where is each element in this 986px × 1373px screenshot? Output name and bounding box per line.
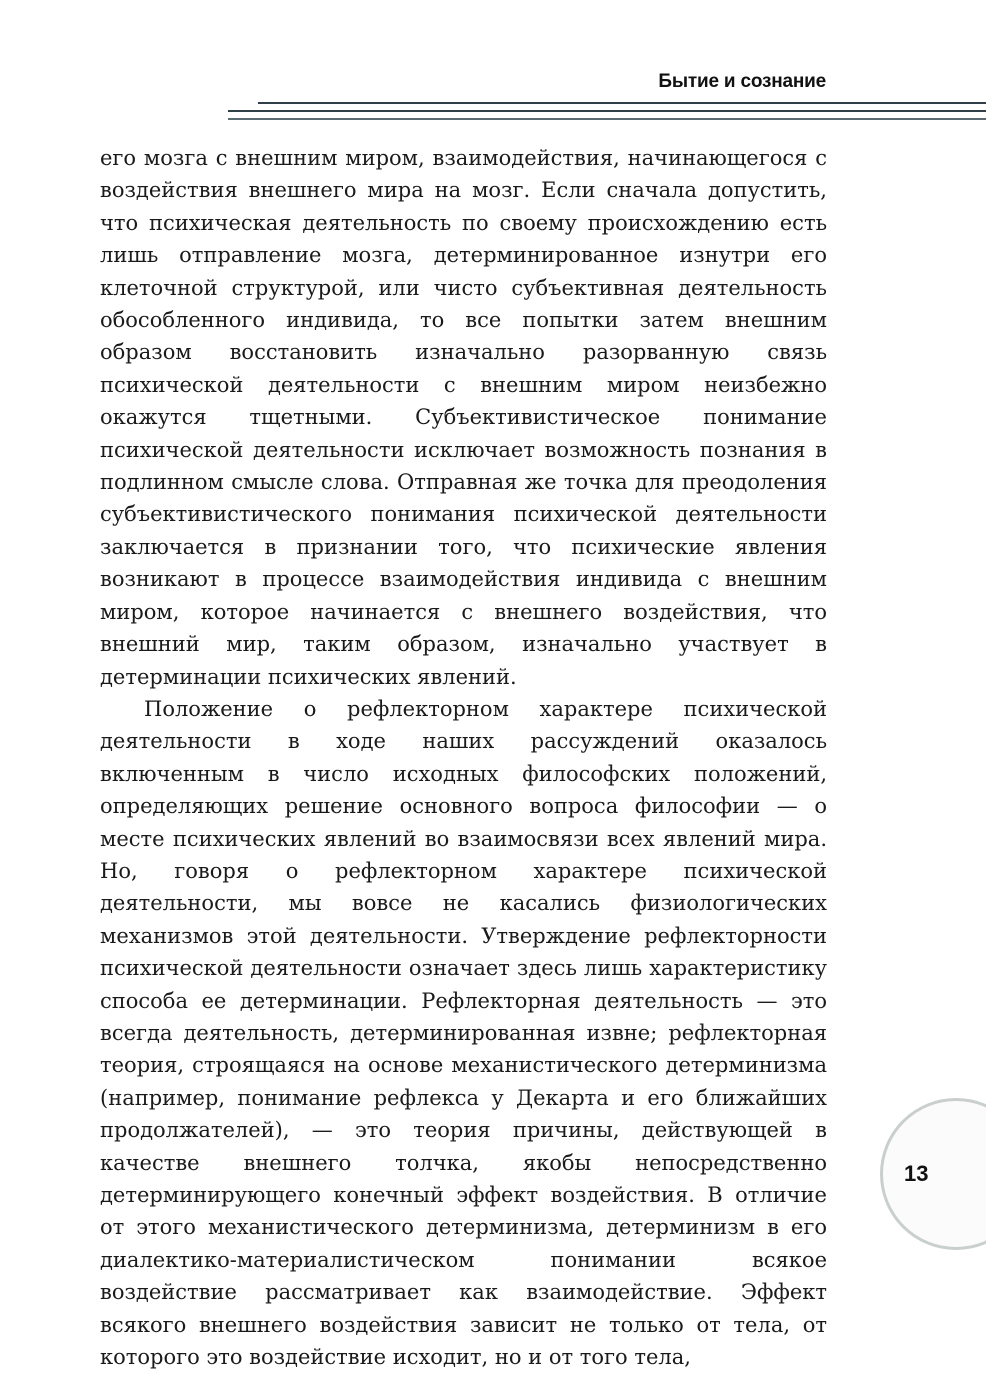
header-rule-bottom — [228, 118, 986, 120]
header-rule-top — [258, 102, 986, 104]
page-number-badge — [880, 1098, 986, 1250]
body-text — [100, 142, 827, 1373]
paragraph-2: Положение о рефлекторном характере психической деятельности в ходе наших рассуждений оказалось включенным в число исходных философских положений, определяющих решение основного вопроса философии — о месте психических явлений во взаимосвязи всех явлений мира. Но, говоря о рефлекторном характере психической деятельности, мы вовсе не касались физиологических механизмов этой деятельности. Утверждение рефлекторности психической деятельности означает здесь лишь характеристику способа ее детерминации. Рефлекторная деятельность — это всегда деятельность, детерминированная извне; рефлекторная теория, строящаяся на основе механистического детерминизма (например, понимание рефлекса у Декарта и его ближайших продолжателей), — это теория причины, действующей в качестве внешнего толчка, якобы непосредственно детерминирующего конечный эффект воздействия. В отличие от этого механистического детерминизма, детерминизм в его диалектико-материалистическом понимании всякое воздействие рассматривает как взаимодействие. Эффект всякого внешнего воздействия зависит не только от тела, от которого это воздействие исходит, но и от того тела, — [100, 696, 827, 1370]
running-head-title: Бытие и сознание — [658, 71, 826, 92]
paragraph-1: его мозга с внешним миром, взаимодействия, начинающегося с воздействия внешнего мира на мозг. Если сначала допустить, что психическая деятельность по своему происхождению есть лишь отправление мозга, детерминированное изнутри его клеточной структурой, или чисто субъективная деятельность обособленного индивида, то все попытки затем внешним образом восстановить изначально разорванную связь психической деятельности с внешним миром неизбежно окажутся тщетными. Субъективистическое понимание психической деятельности исключает возможность познания в подлинном смысле слова. Отправная же точка для преодоления субъективистического понимания психической деятельности заключается в признании того, что психические явления возникают в процессе взаимодействия индивида с внешним миром, которое начинается с внешнего воздействия, что внешний мир, таким образом, изначально участвует в детерминации психических явлений. — [100, 146, 827, 689]
header-rule-middle — [228, 110, 986, 112]
page-number: 13 — [904, 1161, 929, 1186]
